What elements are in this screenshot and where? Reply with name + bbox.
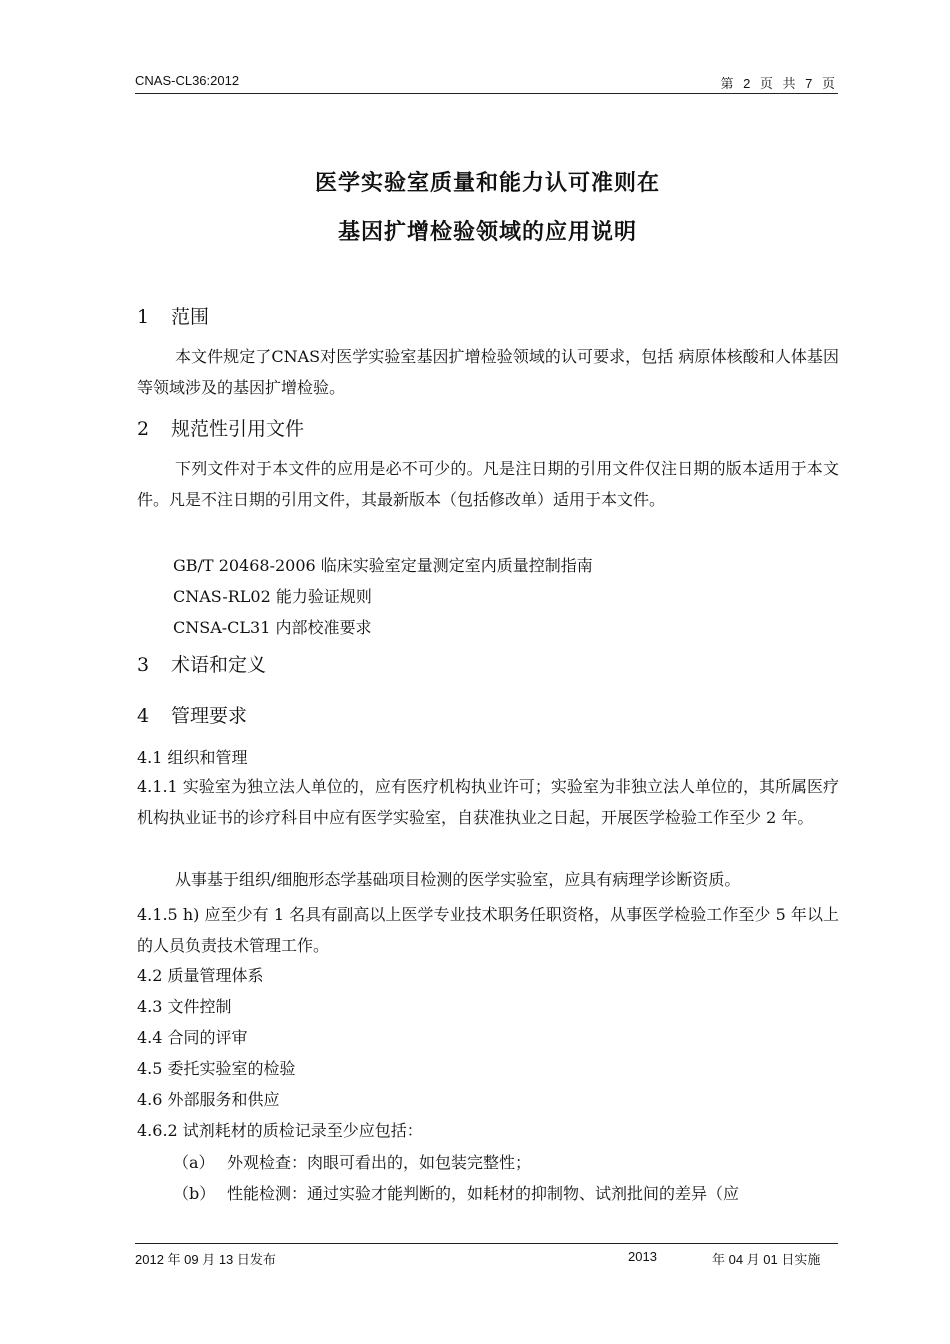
clause-4-1-1: 4.1.1 实验室为独立法人单位的，应有医疗机构执业许可；实验室为非独立法人单位的，其所属医疗机构执业证书的诊疗科目中应有医学实验室，自获准执业之日起，开展医学检验工作至少 2 年。 — [137, 777, 839, 827]
section-2-heading — [137, 414, 304, 441]
section-title: 管理要求 — [171, 705, 248, 727]
doc-title-line2: 基因扩增检验领域的应用说明 — [337, 220, 637, 245]
section-title: 术语和定义 — [171, 654, 267, 676]
clause-4-1: 4.1 组织和管理 — [137, 748, 248, 767]
section-2-paragraph: 下列文件对于本文件的应用是必不可少的。凡是注日期的引用文件仅注日期的版本适用于本文件。凡是不注日期的引用文件，其最新版本（包括修改单）适用于本文件。 — [137, 459, 839, 509]
section-1-heading — [137, 302, 209, 329]
section-1-paragraph: 本文件规定了CNAS对医学实验室基因扩增检验领域的认可要求，包括 病原体核酸和人体基因等领域涉及的基因扩增检验。 — [137, 347, 839, 397]
section-number: 4 — [137, 705, 150, 727]
clause-4-3: 4.3 文件控制 — [137, 997, 232, 1016]
clause-4-6-2: 4.6.2 试剂耗材的质检记录至少应包括： — [137, 1121, 423, 1140]
clause-4-2: 4.2 质量管理体系 — [137, 966, 264, 985]
header-page-info: 第 2 页 共 7 页 — [720, 76, 838, 91]
clause-4-5: 4.5 委托实验室的检验 — [137, 1059, 296, 1078]
section-title: 规范性引用文件 — [171, 418, 305, 440]
list-text: 外观检查：肉眼可看出的，如包装完整性； — [227, 1153, 532, 1172]
list-item-b — [173, 1181, 739, 1204]
header-rule — [135, 93, 838, 94]
section-number: 2 — [137, 418, 150, 440]
list-marker: （b） — [173, 1184, 216, 1203]
clause-4-1-5: 4.1.5 h) 应至少有 1 名具有副高以上医学专业技术职务任职资格，从事医学检验工作至少 5 年以上的人员负责技术管理工作。 — [137, 905, 839, 955]
clause-4-6: 4.6 外部服务和供应 — [137, 1090, 280, 1109]
footer-effective-year: 2013 — [628, 1249, 657, 1264]
footer-effective-date: 年 04 月 01 日实施 — [712, 1252, 821, 1267]
list-text: 性能检测：通过实验才能判断的，如耗材的抑制物、试剂批间的差异（应 — [227, 1184, 740, 1203]
footer-published-date: 2012 年 09 月 13 日发布 — [135, 1252, 276, 1267]
header-doc-id: CNAS-CL36:2012 — [135, 73, 240, 88]
reference-item: CNAS-RL02 能力验证规则 — [173, 587, 372, 606]
list-item-a — [173, 1150, 531, 1173]
clause-4-1-1-note: 从事基于组织/细胞形态学基础项目检测的医学实验室，应具有病理学诊断资质。 — [175, 870, 741, 889]
section-4-heading — [137, 701, 247, 728]
reference-item: CNSA-CL31 内部校准要求 — [173, 618, 372, 637]
reference-item: GB/T 20468-2006 临床实验室定量测定室内质量控制指南 — [173, 556, 593, 575]
list-marker: （a） — [173, 1153, 215, 1172]
section-3-heading — [137, 650, 266, 677]
section-number: 3 — [137, 654, 150, 676]
section-number: 1 — [137, 306, 150, 328]
clause-4-4: 4.4 合同的评审 — [137, 1028, 248, 1047]
section-title: 范围 — [171, 306, 210, 328]
doc-title-line1: 医学实验室质量和能力认可准则在 — [314, 171, 660, 196]
footer-rule — [135, 1243, 838, 1244]
